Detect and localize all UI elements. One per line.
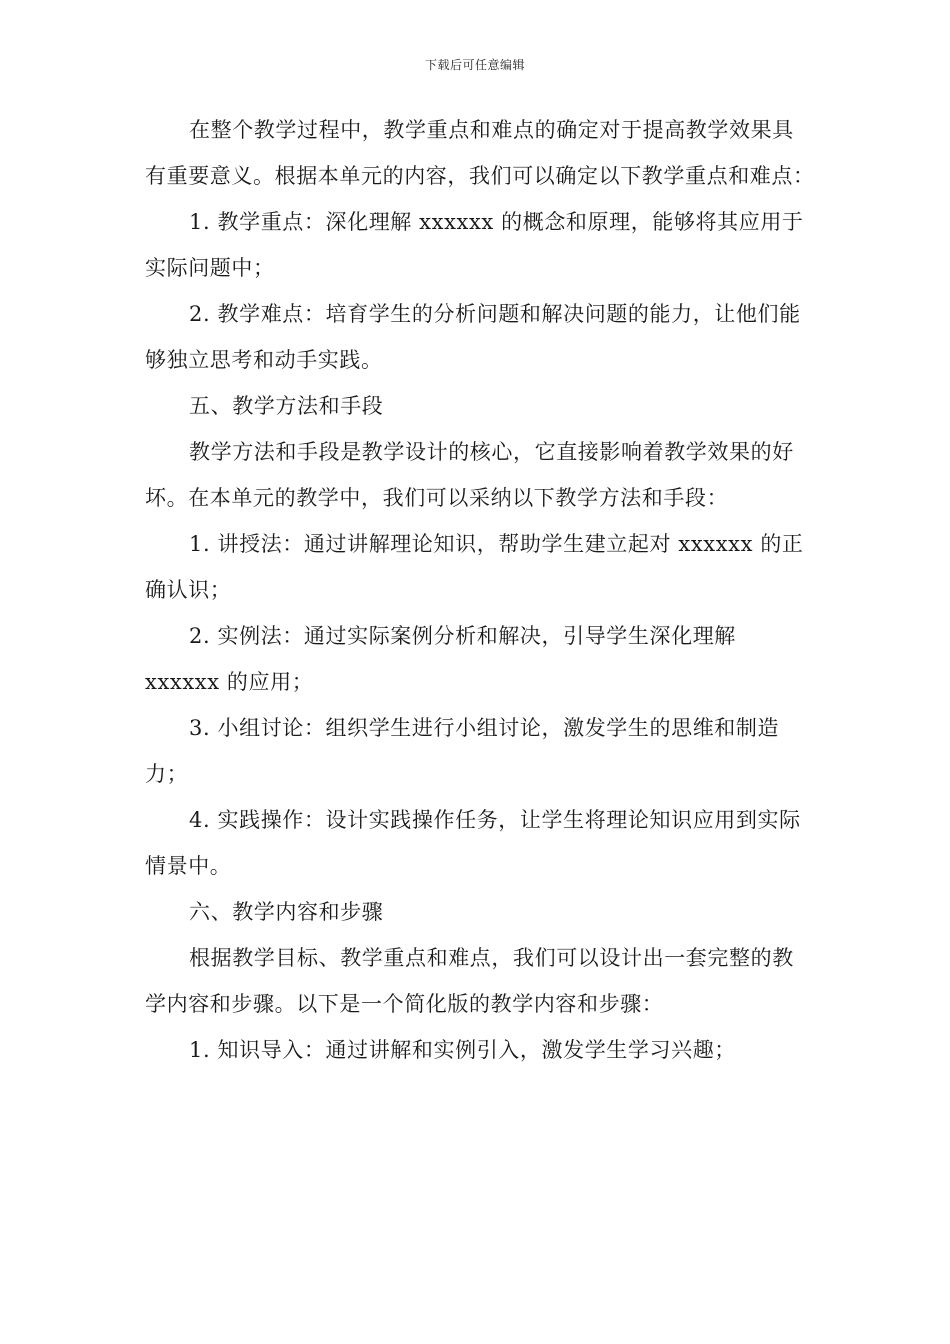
list-item-introduction: 1. 知识导入：通过讲解和实例引入，激发学生学习兴趣；: [189, 1038, 736, 1062]
page-header-note: 下载后可任意编辑: [424, 58, 525, 72]
section-heading-content: 六、教学内容和步骤: [189, 900, 384, 924]
section-heading-methods: 五、教学方法和手段: [189, 394, 384, 418]
list-item-discussion: 3. 小组讨论：组织学生进行小组讨论，激发学生的思维和制造力；: [145, 716, 780, 786]
list-item-practice: 4. 实践操作：设计实践操作任务，让学生将理论知识应用到实际情景中。: [145, 808, 801, 878]
list-item-lecture: 1. 讲授法：通过讲解理论知识，帮助学生建立起对 xxxxxx 的正确认识；: [145, 532, 804, 602]
list-item-key-point: 1. 教学重点：深化理解 xxxxxx 的概念和原理，能够将其应用于实际问题中；: [145, 210, 804, 280]
paragraph-methods-intro: 教学方法和手段是教学设计的核心，它直接影响着教学效果的好坏。在本单元的教学中，我们可以采纳以下教学方法和手段：: [145, 440, 794, 510]
paragraph-content-intro: 根据教学目标、教学重点和难点，我们可以设计出一套完整的教学内容和步骤。以下是一个简化版的教学内容和步骤：: [145, 946, 794, 1016]
document-body: [145, 107, 815, 1073]
list-item-difficulty: 2. 教学难点：培育学生的分析问题和解决问题的能力，让他们能够独立思考和动手实践。: [145, 302, 801, 372]
list-item-case: 2. 实例法：通过实际案例分析和解决，引导学生深化理解 xxxxxx 的应用；: [145, 624, 736, 694]
paragraph-intro: 在整个教学过程中，教学重点和难点的确定对于提高教学效果具有重要意义。根据本单元的内容，我们可以确定以下教学重点和难点：: [145, 118, 815, 188]
